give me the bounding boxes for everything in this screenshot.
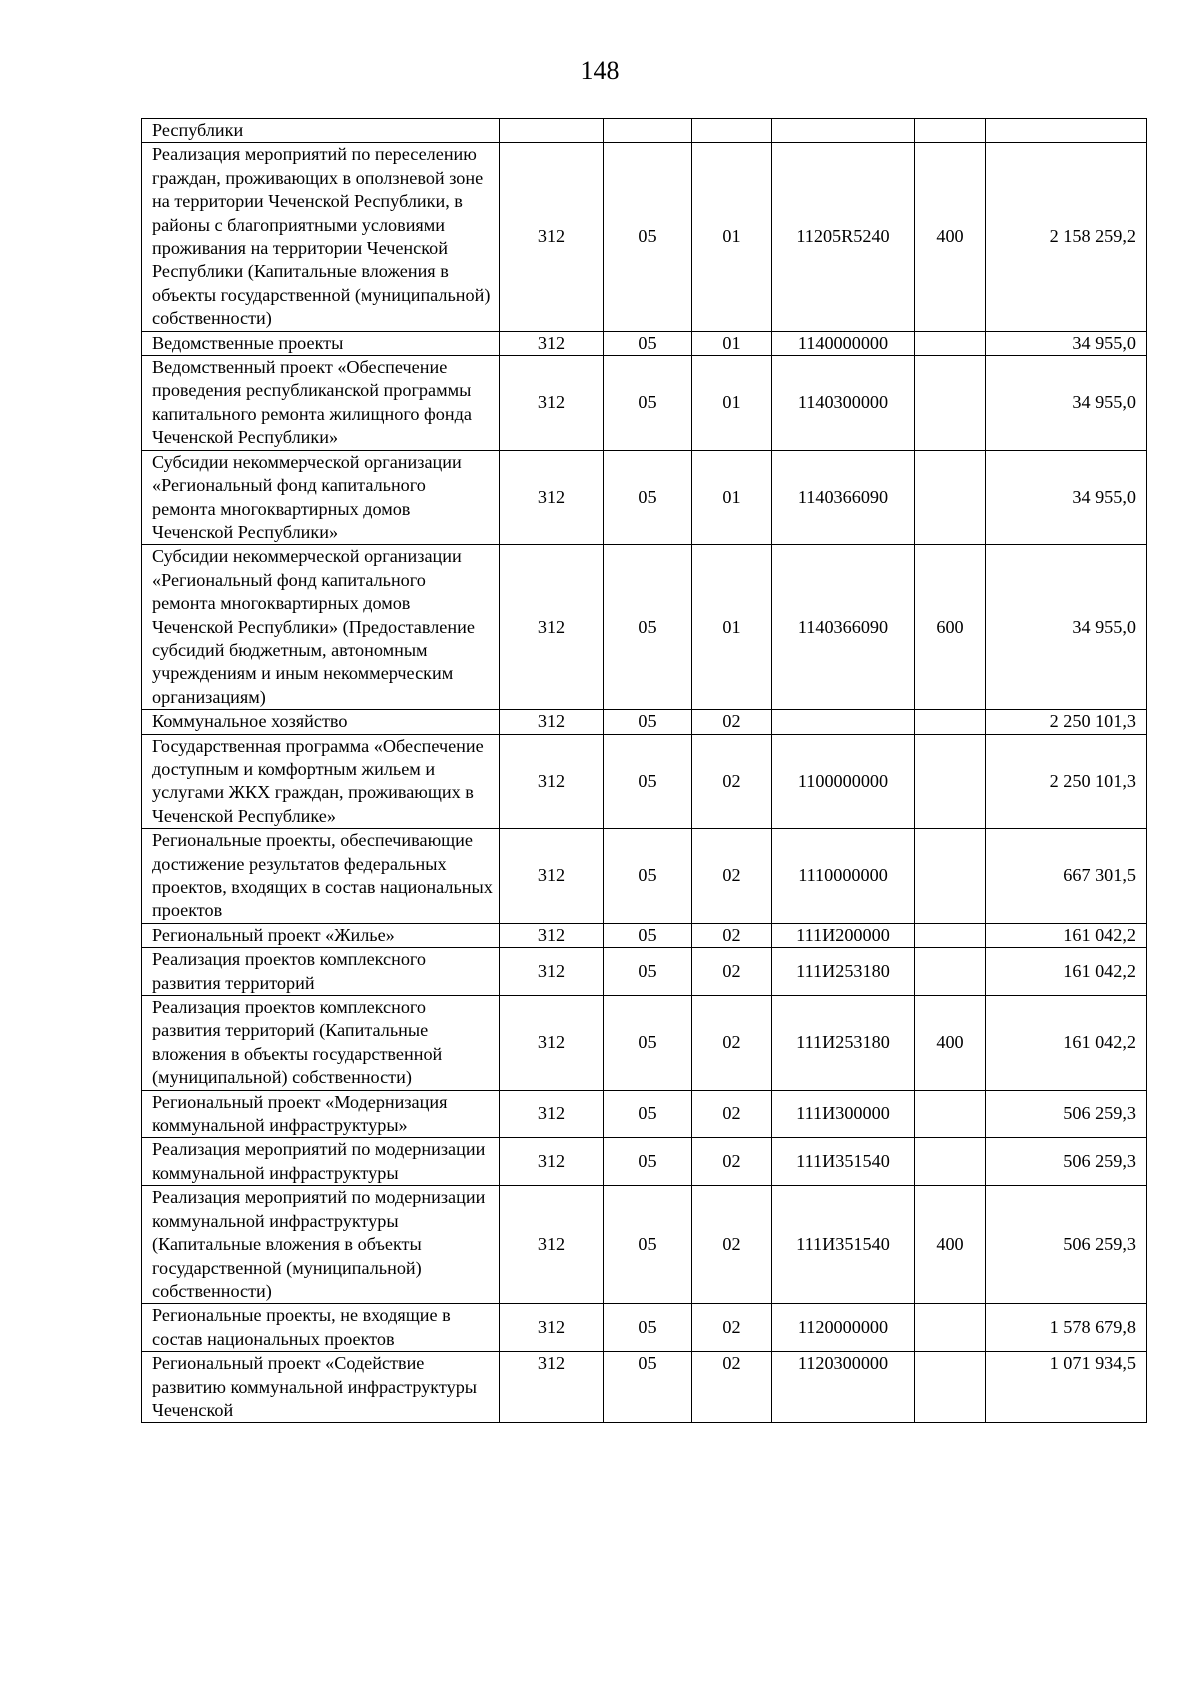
cell-sum: 506 259,3 [986,1186,1147,1304]
cell-csr: 111И253180 [772,996,915,1091]
cell-csr: 1140366090 [772,545,915,710]
cell-ved: 312 [500,1138,604,1186]
cell-rz: 05 [604,710,692,734]
budget-table [141,118,1147,1423]
cell-csr: 111И253180 [772,948,915,996]
cell-csr: 111И351540 [772,1186,915,1304]
table-row [142,1352,1147,1423]
row-name: Ведомственный проект «Обеспечение проведения республиканской программы капитального ремонта жилищного фонда Чеченской Республики» [142,356,500,451]
table-row [142,1186,1147,1304]
cell-sum: 506 259,3 [986,1138,1147,1186]
table-row [142,710,1147,734]
cell-csr: 1140000000 [772,331,915,355]
row-name: Субсидии некоммерческой организации «Региональный фонд капитального ремонта многоквартирных домов Чеченской Республики» (Предоставление субсидий бюджетным, автономным учреждениям и иным некоммерческим организациям) [142,545,500,710]
cell-pr [692,119,772,143]
cell-vr [915,1090,986,1138]
cell-sum: 161 042,2 [986,948,1147,996]
cell-ved: 312 [500,710,604,734]
row-name: Государственная программа «Обеспечение доступным и комфортным жильем и услугами ЖКХ граждан, проживающих в Чеченской Республике» [142,734,500,829]
cell-rz: 05 [604,331,692,355]
cell-rz: 05 [604,996,692,1091]
cell-vr [915,450,986,545]
cell-csr: 111И351540 [772,1138,915,1186]
cell-vr [915,734,986,829]
row-name: Субсидии некоммерческой организации «Региональный фонд капитального ремонта многоквартирных домов Чеченской Республики» [142,450,500,545]
row-name: Региональные проекты, обеспечивающие достижение результатов федеральных проектов, входящих в состав национальных проектов [142,829,500,924]
cell-csr: 11205R5240 [772,143,915,331]
cell-ved: 312 [500,948,604,996]
cell-ved: 312 [500,1090,604,1138]
cell-pr: 02 [692,923,772,947]
cell-vr [915,1304,986,1352]
row-name: Ведомственные проекты [142,331,500,355]
cell-sum: 667 301,5 [986,829,1147,924]
cell-csr: 1120300000 [772,1352,915,1423]
cell-csr: 1140300000 [772,356,915,451]
cell-vr: 600 [915,545,986,710]
cell-pr: 02 [692,1304,772,1352]
cell-pr: 02 [692,734,772,829]
cell-sum: 161 042,2 [986,996,1147,1091]
cell-rz: 05 [604,923,692,947]
cell-sum: 34 955,0 [986,356,1147,451]
cell-csr [772,119,915,143]
table-row [142,356,1147,451]
cell-pr: 01 [692,450,772,545]
cell-csr: 111И300000 [772,1090,915,1138]
cell-pr: 02 [692,1186,772,1304]
row-name: Реализация мероприятий по модернизации коммунальной инфраструктуры (Капитальные вложения в объекты государственной (муниципальной) собственности) [142,1186,500,1304]
cell-vr [915,1352,986,1423]
cell-pr: 01 [692,545,772,710]
cell-ved: 312 [500,1186,604,1304]
cell-rz: 05 [604,948,692,996]
cell-csr: 1100000000 [772,734,915,829]
cell-sum: 2 250 101,3 [986,710,1147,734]
table-row [142,450,1147,545]
table-row [142,545,1147,710]
cell-rz [604,119,692,143]
cell-rz: 05 [604,545,692,710]
cell-sum: 161 042,2 [986,923,1147,947]
cell-rz: 05 [604,1186,692,1304]
cell-rz: 05 [604,1090,692,1138]
cell-rz: 05 [604,143,692,331]
budget-table-body [142,119,1147,1423]
cell-csr [772,710,915,734]
cell-ved: 312 [500,996,604,1091]
cell-ved: 312 [500,1304,604,1352]
cell-pr: 02 [692,1090,772,1138]
table-row [142,1138,1147,1186]
row-name: Региональный проект «Жилье» [142,923,500,947]
cell-ved: 312 [500,331,604,355]
cell-vr [915,1138,986,1186]
cell-sum: 1 578 679,8 [986,1304,1147,1352]
cell-pr: 02 [692,1352,772,1423]
table-row [142,119,1147,143]
cell-vr [915,331,986,355]
cell-ved: 312 [500,143,604,331]
row-name: Коммунальное хозяйство [142,710,500,734]
cell-csr: 111И200000 [772,923,915,947]
cell-pr: 01 [692,356,772,451]
cell-vr [915,710,986,734]
cell-rz: 05 [604,450,692,545]
cell-ved: 312 [500,356,604,451]
table-row [142,948,1147,996]
cell-ved: 312 [500,829,604,924]
cell-rz: 05 [604,734,692,829]
cell-pr: 02 [692,948,772,996]
cell-vr: 400 [915,143,986,331]
cell-vr [915,948,986,996]
table-row [142,331,1147,355]
cell-sum: 506 259,3 [986,1090,1147,1138]
table-row [142,996,1147,1091]
cell-ved: 312 [500,545,604,710]
cell-pr: 02 [692,1138,772,1186]
cell-rz: 05 [604,356,692,451]
row-name: Реализация мероприятий по переселению граждан, проживающих в оползневой зоне на территории Чеченской Республики, в районы с благоприятными условиями проживания на территории Чеченской Республики (Капитальные вложения в объекты государственной (муниципальной) собственности) [142,143,500,331]
table-row [142,923,1147,947]
cell-pr: 01 [692,143,772,331]
cell-pr: 02 [692,996,772,1091]
cell-sum [986,119,1147,143]
table-row [142,1090,1147,1138]
cell-vr [915,356,986,451]
table-row [142,829,1147,924]
cell-vr: 400 [915,1186,986,1304]
cell-ved: 312 [500,1352,604,1423]
cell-sum: 34 955,0 [986,331,1147,355]
cell-csr: 1120000000 [772,1304,915,1352]
row-name: Республики [142,119,500,143]
table-row [142,734,1147,829]
row-name: Региональный проект «Содействие развитию коммунальной инфраструктуры Чеченской [142,1352,500,1423]
cell-rz: 05 [604,1138,692,1186]
table-row [142,143,1147,331]
cell-vr [915,119,986,143]
cell-sum: 2 158 259,2 [986,143,1147,331]
row-name: Реализация проектов комплексного развития территорий [142,948,500,996]
cell-sum: 1 071 934,5 [986,1352,1147,1423]
cell-rz: 05 [604,1352,692,1423]
row-name: Региональные проекты, не входящие в состав национальных проектов [142,1304,500,1352]
cell-sum: 34 955,0 [986,545,1147,710]
cell-rz: 05 [604,829,692,924]
cell-ved: 312 [500,734,604,829]
row-name: Региональный проект «Модернизация коммунальной инфраструктуры» [142,1090,500,1138]
cell-csr: 1140366090 [772,450,915,545]
cell-ved: 312 [500,450,604,545]
page-number: 148 [580,56,620,85]
cell-vr [915,923,986,947]
cell-vr [915,829,986,924]
cell-ved: 312 [500,923,604,947]
row-name: Реализация мероприятий по модернизации коммунальной инфраструктуры [142,1138,500,1186]
cell-ved [500,119,604,143]
row-name: Реализация проектов комплексного развития территорий (Капитальные вложения в объекты государственной (муниципальной) собственности) [142,996,500,1091]
cell-rz: 05 [604,1304,692,1352]
cell-vr: 400 [915,996,986,1091]
table-row [142,1304,1147,1352]
cell-pr: 02 [692,710,772,734]
cell-pr: 01 [692,331,772,355]
cell-csr: 1110000000 [772,829,915,924]
cell-pr: 02 [692,829,772,924]
cell-sum: 2 250 101,3 [986,734,1147,829]
cell-sum: 34 955,0 [986,450,1147,545]
